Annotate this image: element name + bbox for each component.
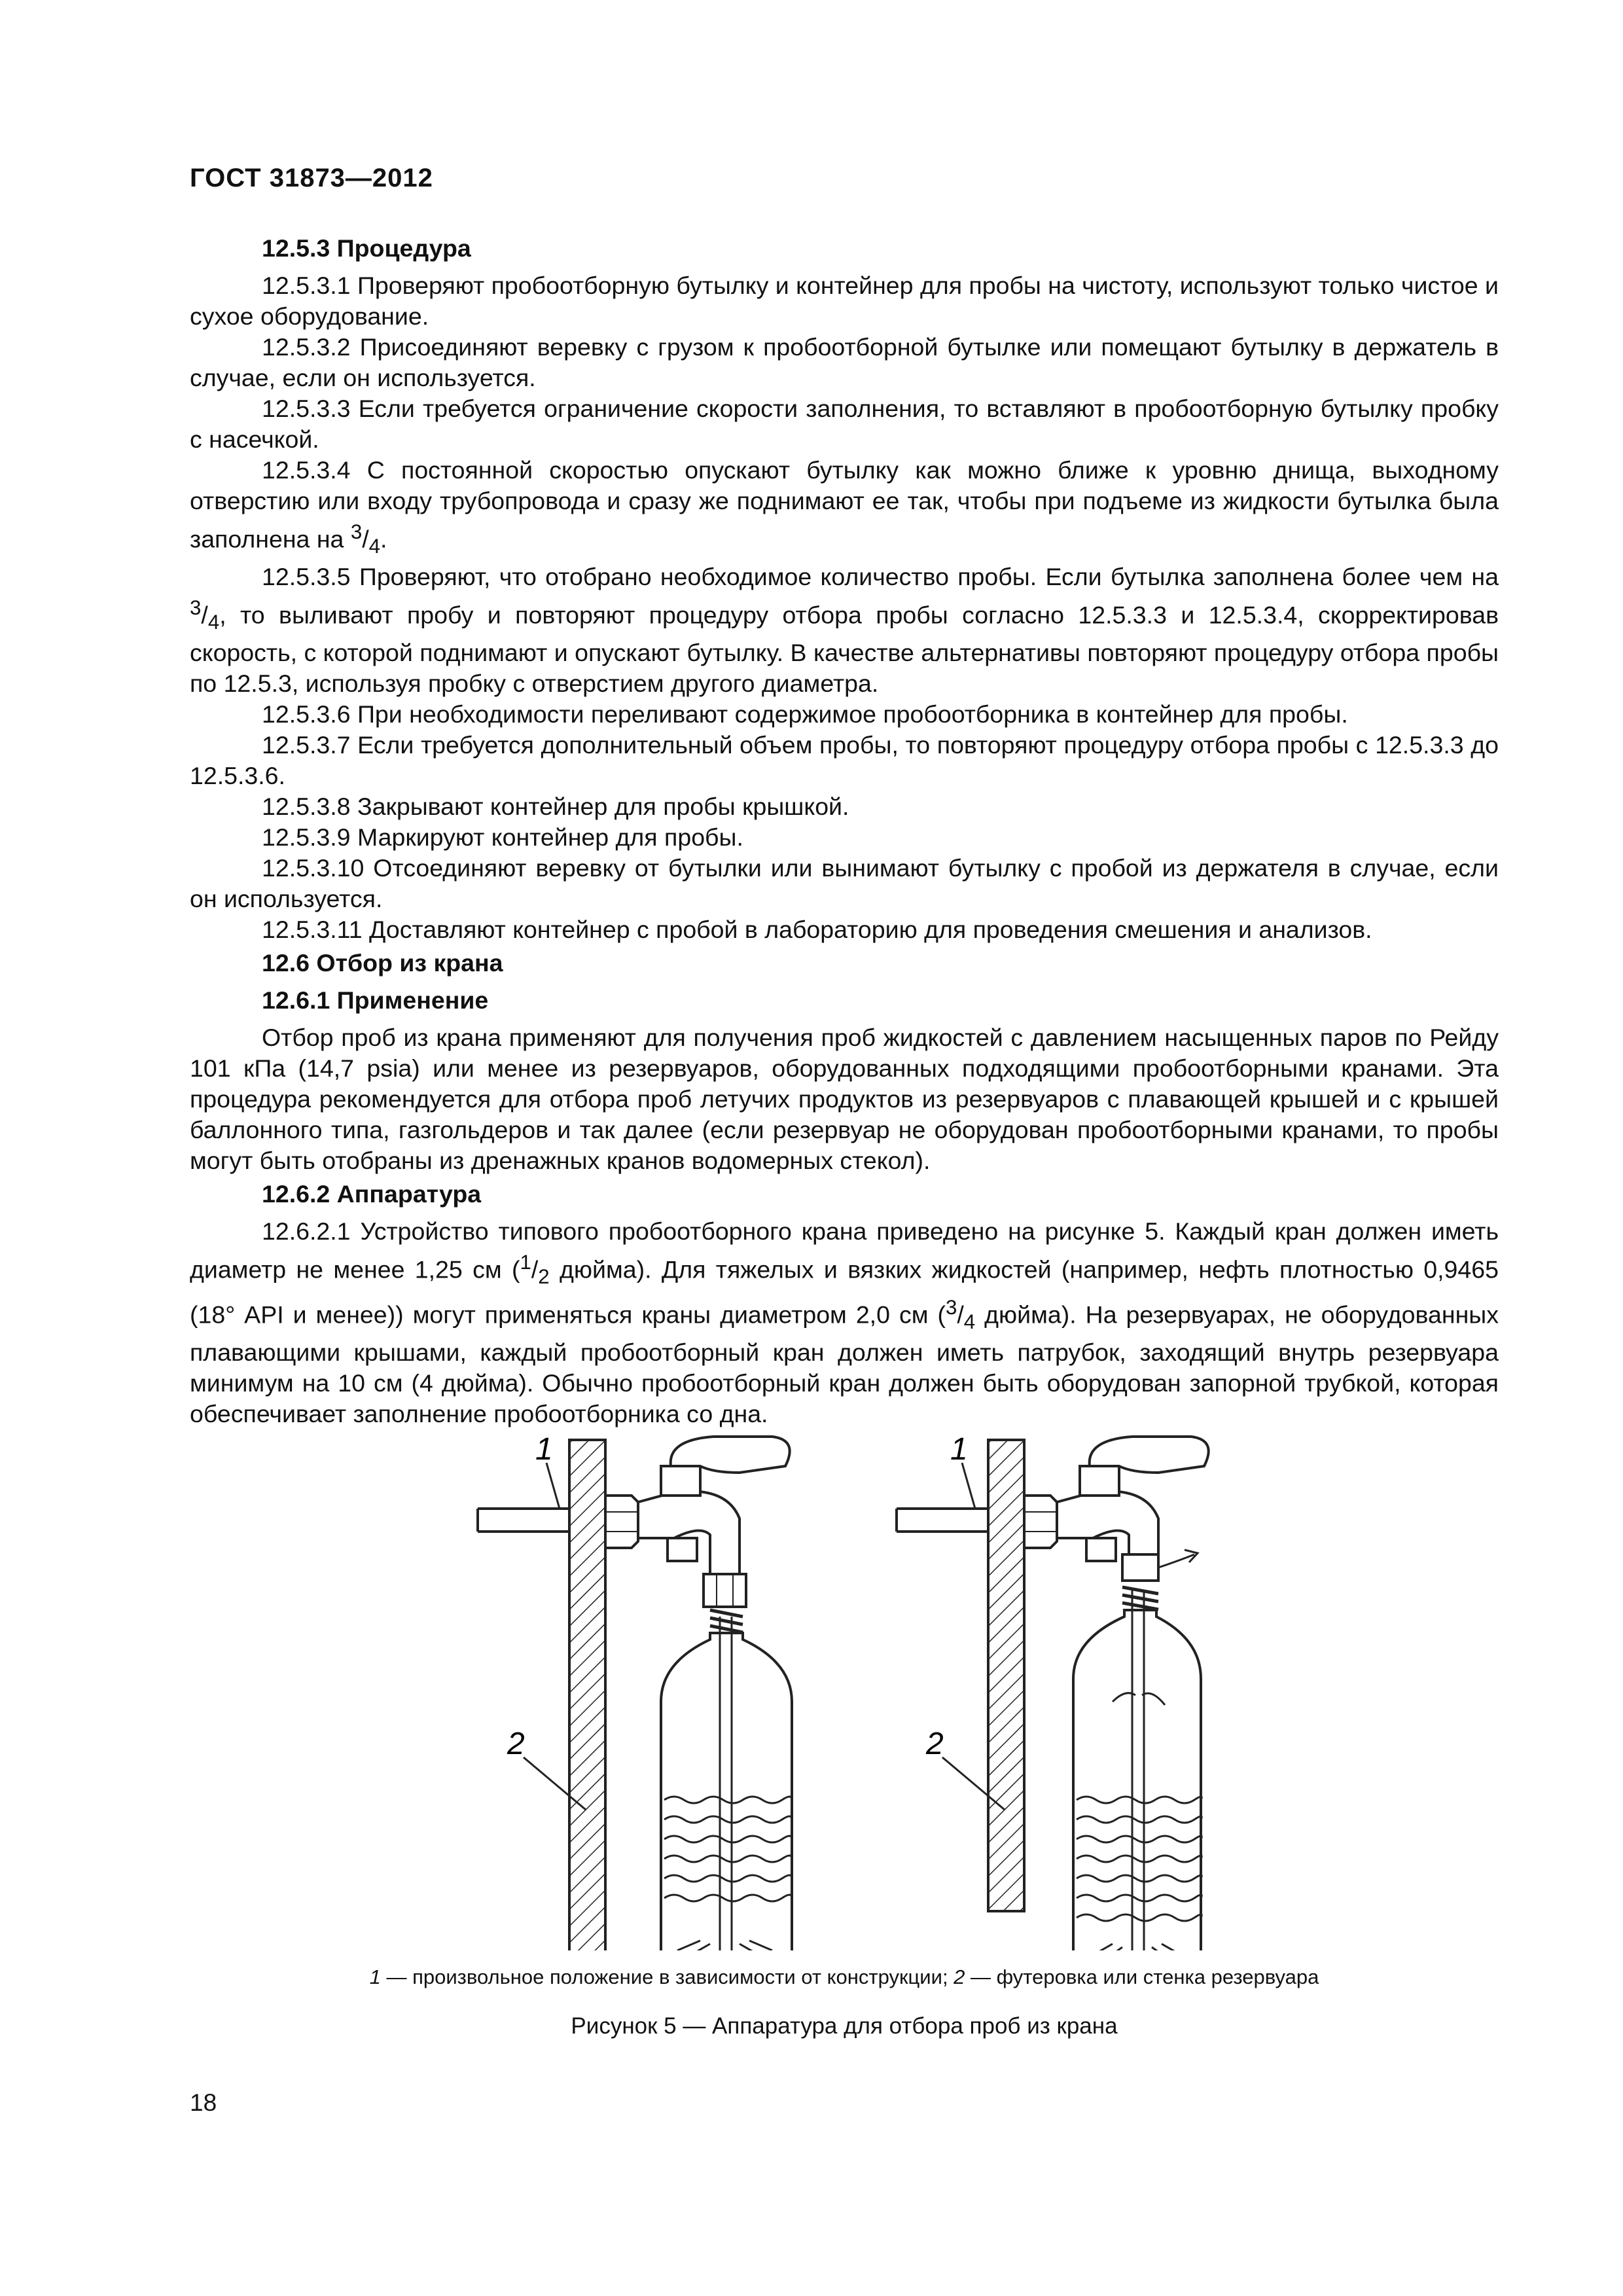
section-heading-12-6: 12.6 Отбор из крана	[262, 949, 503, 977]
valve-stem	[1080, 1466, 1119, 1496]
paragraph-text: , то выливают пробу и повторяют процедуру отбора пробы согласно 12.5.3.3 и 12.5.3.4, скорректировав скорость, с которой поднимают и опускают бутылку. В качестве альтернативы повторяют процедуру отбора пробы по 12.5.3, используя пробку с отверстием другого диаметра.	[190, 601, 1499, 697]
leader-line-1	[546, 1463, 560, 1509]
legend-text: — произвольное положение в зависимости от конструкции;	[380, 1965, 954, 1988]
paragraph-12-5-3-6: 12.5.3.6 При необходимости переливают содержимое пробоотборника в контейнер для пробы.	[262, 700, 1348, 728]
fraction-denominator: 4	[963, 1310, 976, 1333]
fraction-numerator: 3	[945, 1296, 957, 1319]
tank-wall	[569, 1440, 605, 1950]
paragraph-text: дюйма). На резервуарах, не оборудованных плавающими крышами, каждый пробоотборный кран должен иметь патрубок, заходящий внутрь резервуара минимум на 10 см (4 дюйма). Обычно пробоотборный кран должен быть оборудован запорной трубкой, которая обеспечивает заполнение пробоотборника со дна.	[190, 1300, 1499, 1427]
label-1: 1	[535, 1432, 553, 1467]
label-2: 2	[507, 1727, 525, 1761]
leader-line-1	[962, 1463, 975, 1509]
paragraph-12-5-3-2: 12.5.3.2 Присоединяют веревку с грузом к пробоотборной бутылке или помещают бутылку в держатель в случае, если он используется.	[190, 333, 1499, 391]
paragraph-12-5-3-5: 12.5.3.5 Проверяют, что отобрано необходимое количество пробы. Если бутылка заполнена более чем на $^3/_4$, то выливают пробу и повторяют процедуру отбора пробы согласно 12.5.3.3 и 12.5.3.4, скорректировав скорость, с которой поднимают и опускают бутылку. В качестве альтернативы повторяют процедуру отбора пробы по 12.5.3, используя пробку с отверстием другого диаметра.	[190, 563, 1499, 697]
figure-legend	[190, 1965, 1499, 1989]
document-header: ГОСТ 31873—2012	[190, 164, 433, 192]
fraction-numerator: 3	[190, 596, 202, 619]
paragraph-text: 12.6.2.1 Устройство типового пробоотборного крана приведено на рисунке 5. Каждый кран должен иметь диаметр не менее 1,25 см (	[190, 1217, 1499, 1283]
paragraph-text: 12.5.3.4 С постоянной скоростью опускают бутылку как можно ближе к уровню днища, выходному отверстию или входу трубопровода и сразу же поднимают ее так, чтобы при подъеме из жидкости бутылка была заполнена на	[190, 456, 1499, 553]
paragraph-text: .	[380, 525, 387, 553]
fraction-denominator: 4	[368, 535, 381, 558]
valve-handle-icon	[671, 1437, 790, 1473]
figure-5	[452, 1427, 1302, 1954]
legend-number: 1	[369, 1965, 381, 1988]
vent-arrow-icon	[1158, 1554, 1194, 1568]
body-text	[190, 230, 1499, 1429]
page-number: 18	[190, 2089, 217, 2116]
paragraph-12-5-3-1: 12.5.3.1 Проверяют пробоотборную бутылку и контейнер для пробы на чистоту, используют только чистое и сухое оборудование.	[190, 272, 1499, 330]
flange-nut	[605, 1496, 638, 1548]
sample-bottle	[661, 1633, 792, 1950]
fraction-numerator: 3	[350, 520, 363, 543]
valve-stem	[661, 1466, 700, 1496]
legend-number: 2	[954, 1965, 965, 1988]
paragraph-12-5-3-7: 12.5.3.7 Если требуется дополнительный объем пробы, то повторяют процедуру отбора пробы с 12.5.3.3 до 12.5.3.6.	[190, 731, 1499, 789]
tank-wall	[988, 1440, 1024, 1911]
fraction-numerator: 1	[520, 1251, 531, 1274]
fraction-denominator: 2	[538, 1265, 550, 1288]
paragraph-text: дюйма). Для тяжелых и вязких жидкостей (например, нефть плотностью 0,9465 (18° API и менее)) могут применяться краны диаметром 2,0 см (	[190, 1255, 1499, 1329]
left-apparatus	[478, 1432, 792, 1950]
paragraph-12-6-2-1: 12.6.2.1 Устройство типового пробоотборного крана приведено на рисунке 5. Каждый кран должен иметь диаметр не менее 1,25 см ($^1/_2$ дюйма). Для тяжелых и вязких жидкостей (например, нефть плотностью 0,9465 (18° API и менее)) могут применяться краны диаметром 2,0 см ($^3/_4$ дюйма). На резервуарах, не оборудованных плавающими крышами, каждый пробоотборный кран должен иметь патрубок, заходящий внутрь резервуара минимум на 10 см (4 дюйма). Обычно пробоотборный кран должен быть оборудован запорной трубкой, которая обеспечивает заполнение пробоотборника со дна.	[190, 1217, 1499, 1427]
paragraph-12-5-3-4: 12.5.3.4 С постоянной скоростью опускают бутылку как можно ближе к уровню днища, выходному отверстию или входу трубопровода и сразу же поднимают ее так, чтобы при подъеме из жидкости бутылка была заполнена на $^3/_4$.	[190, 456, 1499, 558]
valve-body	[638, 1491, 740, 1577]
paragraph-text: 12.5.3.5 Проверяют, что отобрано необходимое количество пробы. Если бутылка заполнена более чем на	[262, 563, 1499, 590]
coupling-nut	[704, 1574, 746, 1607]
fraction-denominator: 4	[207, 611, 220, 634]
section-heading-12-6-2: 12.6.2 Аппаратура	[262, 1180, 482, 1208]
section-heading-12-5-3: 12.5.3 Процедура	[262, 234, 471, 262]
label-1: 1	[950, 1432, 968, 1467]
paragraph-12-5-3-10: 12.5.3.10 Отсоединяют веревку от бутылки или вынимают бутылку с пробой из держателя в случае, если он используется.	[190, 854, 1499, 912]
paragraph-12-5-3-3: 12.5.3.3 Если требуется ограничение скорости заполнения, то вставляют в пробоотборную бутылку пробку с насечкой.	[190, 395, 1499, 453]
label-2: 2	[926, 1727, 944, 1761]
paragraph-12-5-3-9: 12.5.3.9 Маркируют контейнер для пробы.	[262, 823, 743, 851]
coupling-nut	[1122, 1554, 1158, 1581]
flange-nut	[1024, 1496, 1057, 1548]
figure-caption: Рисунок 5 — Аппаратура для отбора проб из крана	[571, 2013, 1118, 2039]
paragraph-12-5-3-11: 12.5.3.11 Доставляют контейнер с пробой в лабораторию для проведения смешения и анализов.	[262, 916, 1372, 943]
section-heading-12-6-1: 12.6.1 Применение	[262, 986, 489, 1014]
legend-text: — футеровка или стенка резервуара	[965, 1965, 1319, 1988]
paragraph-12-6-1: Отбор проб из крана применяют для получения проб жидкостей с давлением насыщенных паров по Рейду 101 кПа (14,7 psia) или менее из резервуаров, оборудованных подходящими пробоотборными кранами. Эта процедура рекомендуется для отбора проб летучих продуктов из резервуаров с плавающей крышей и с крышей баллонного типа, газгольдеров и так далее (если резервуар не оборудован пробоотборными кранами, то пробы могут быть отобраны из дренажных кранов водомерных стекол).	[190, 1024, 1499, 1174]
paragraph-12-5-3-8: 12.5.3.8 Закрывают контейнер для пробы крышкой.	[262, 793, 849, 820]
right-apparatus	[897, 1432, 1209, 1950]
valve-handle-icon	[1090, 1437, 1209, 1473]
figure-5-drawing	[452, 1427, 1302, 1950]
